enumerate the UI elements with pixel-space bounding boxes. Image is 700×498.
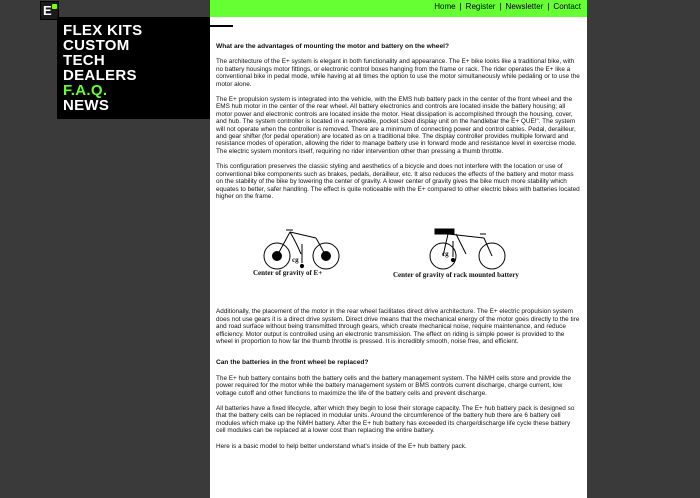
logo-letter: E [43, 3, 52, 18]
faq-question: What are the advantages of mounting the motor and battery on the wheel? [216, 43, 449, 50]
nav-home-link[interactable]: Home [434, 2, 456, 11]
faq-question: Can the batteries in the front wheel be replaced? [216, 359, 369, 367]
sidebar-item-dealers[interactable]: DEALERS [63, 67, 137, 84]
top-bar [210, 0, 587, 17]
top-nav [434, 2, 581, 11]
nav-separator: | [459, 2, 462, 11]
faq-paragraph: The architecture of the E+ system is elegant in both functionality and appearance. The E+ bike looks like a traditional bike, with no battery housings motor fittings, or electronic control boxes hanging from the frame or rack. The rider operates the E+ like a conventional bike in pedal mode, while having at all times the option to use the motor simultaneously while pedaling or to use the motor alone. [216, 58, 580, 88]
content-accent-bar [210, 25, 233, 27]
sidebar-item-custom[interactable]: CUSTOM [63, 37, 130, 54]
faq-paragraph: This configuration preserves the classic styling and aesthetics of a bicycle and does not interfere with the location or use of conventional bike components such as brakes, pedals, derailleur, etc. It also reduces the effects of the battery and motor mass on the stability of the bike by lowering the center of gravity. A lower center of gravity gives the bike much more stability which equates to better, safer handling. The effect is quite noticeable with the E+ compared to other electric bikes with batteries located higher on the frame. [216, 163, 580, 200]
faq-paragraph: Additionally, the placement of the motor in the rear wheel facilitates direct drive architecture. The E+ electric propulsion system does not use gears it is a direct drive system. Direct drive means that the mechanical energy of the motor goes directly to the tire and road surface without being transmitted through gears, which create mechanical noise, require maintenance, and reduce efficiency. Motor output is controlled using an electronic transmission. The effect on riding is simple power is provided to the wheel in proportion to how far the thumb throttle is pressed. It is incredibly smooth, noise free, and efficient. [216, 308, 580, 345]
caption-eplus: Center of gravity of E+ [253, 269, 323, 278]
nav-separator: | [499, 2, 502, 11]
faq-paragraph: All batteries have a fixed lifecycle, after which they begin to lose their storage capacity. The E+ hub battery pack is designed so that the battery cells can be replaced in modular units. Around the circumference of the battery hub there are 6 battery cell modules which make up the NiMH battery. After the E+ hub battery has exceeded its charge/discharge life cycle these battery cell modules can be replaced at a lower cost than replacing the entire battery. [216, 404, 575, 435]
sidebar-item-tech[interactable]: TECH [63, 52, 106, 69]
sidebar-item-news[interactable]: NEWS [63, 97, 110, 114]
cg-label-left: cg [292, 256, 299, 265]
cg-label-right: cg [442, 250, 449, 259]
nav-newsletter-link[interactable]: Newsletter [505, 2, 544, 11]
cg-diagram [216, 208, 581, 302]
faq-paragraph: The E+ hub battery contains both the battery cells and the battery management system. The NiMH cells store and provide the power required for the motor while the battery management system or BMS controls current discharge, charge current, low voltage cutoff and other functions to maximize the life of the battery cells and prevent discharge. [216, 374, 571, 397]
sidebar-item-flex-kits[interactable]: FLEX KITS [63, 22, 143, 39]
eplus-bike-drawing [264, 230, 339, 269]
sidebar [57, 17, 210, 119]
nav-separator: | [547, 2, 550, 11]
rack-bike-drawing [430, 229, 505, 269]
main-content [210, 17, 587, 498]
nav-contact-link[interactable]: Contact [553, 2, 581, 11]
logo-accent-icon [52, 4, 57, 9]
faq-article [216, 43, 581, 458]
center-of-gravity-figure [216, 208, 581, 302]
sidebar-item-faq[interactable]: F.A.Q. [63, 82, 108, 99]
faq-paragraph: The E+ propulsion system is integrated into the vehicle, with the EMS hub battery pack in the center of the front wheel and the EMS hub motor in the center of the rear wheel. All battery electronics and controls are located inside the battery housing; all motor power and electronic controls are located inside the motor. Heat dissipation is accomplished through the housing, cover, and hub. The system controller is located in a removable, pocket sized display unit on the handlebar the E+ QUE!". The system will not operate when the controller is removed. There are a minimum of connecting power and control cables. Pedal, derailleur, and gear shifter (for pedal operation) are located as on a traditional bike. The display controller provides multiple forward and resistance modes of operation, allowing the rider to manage battery use in forward mode and resistance level in exercise mode. The electric system monitors itself, requiring no rider intervention other than pressing a thumb throttle. [216, 96, 577, 155]
nav-register-link[interactable]: Register [465, 2, 496, 11]
caption-rack: Center of gravity of rack mounted battery [393, 271, 519, 280]
faq-paragraph: Here is a basic model to help better understand what's inside of the E+ hub battery pack. [216, 442, 467, 450]
sidebar-nav [63, 23, 142, 113]
